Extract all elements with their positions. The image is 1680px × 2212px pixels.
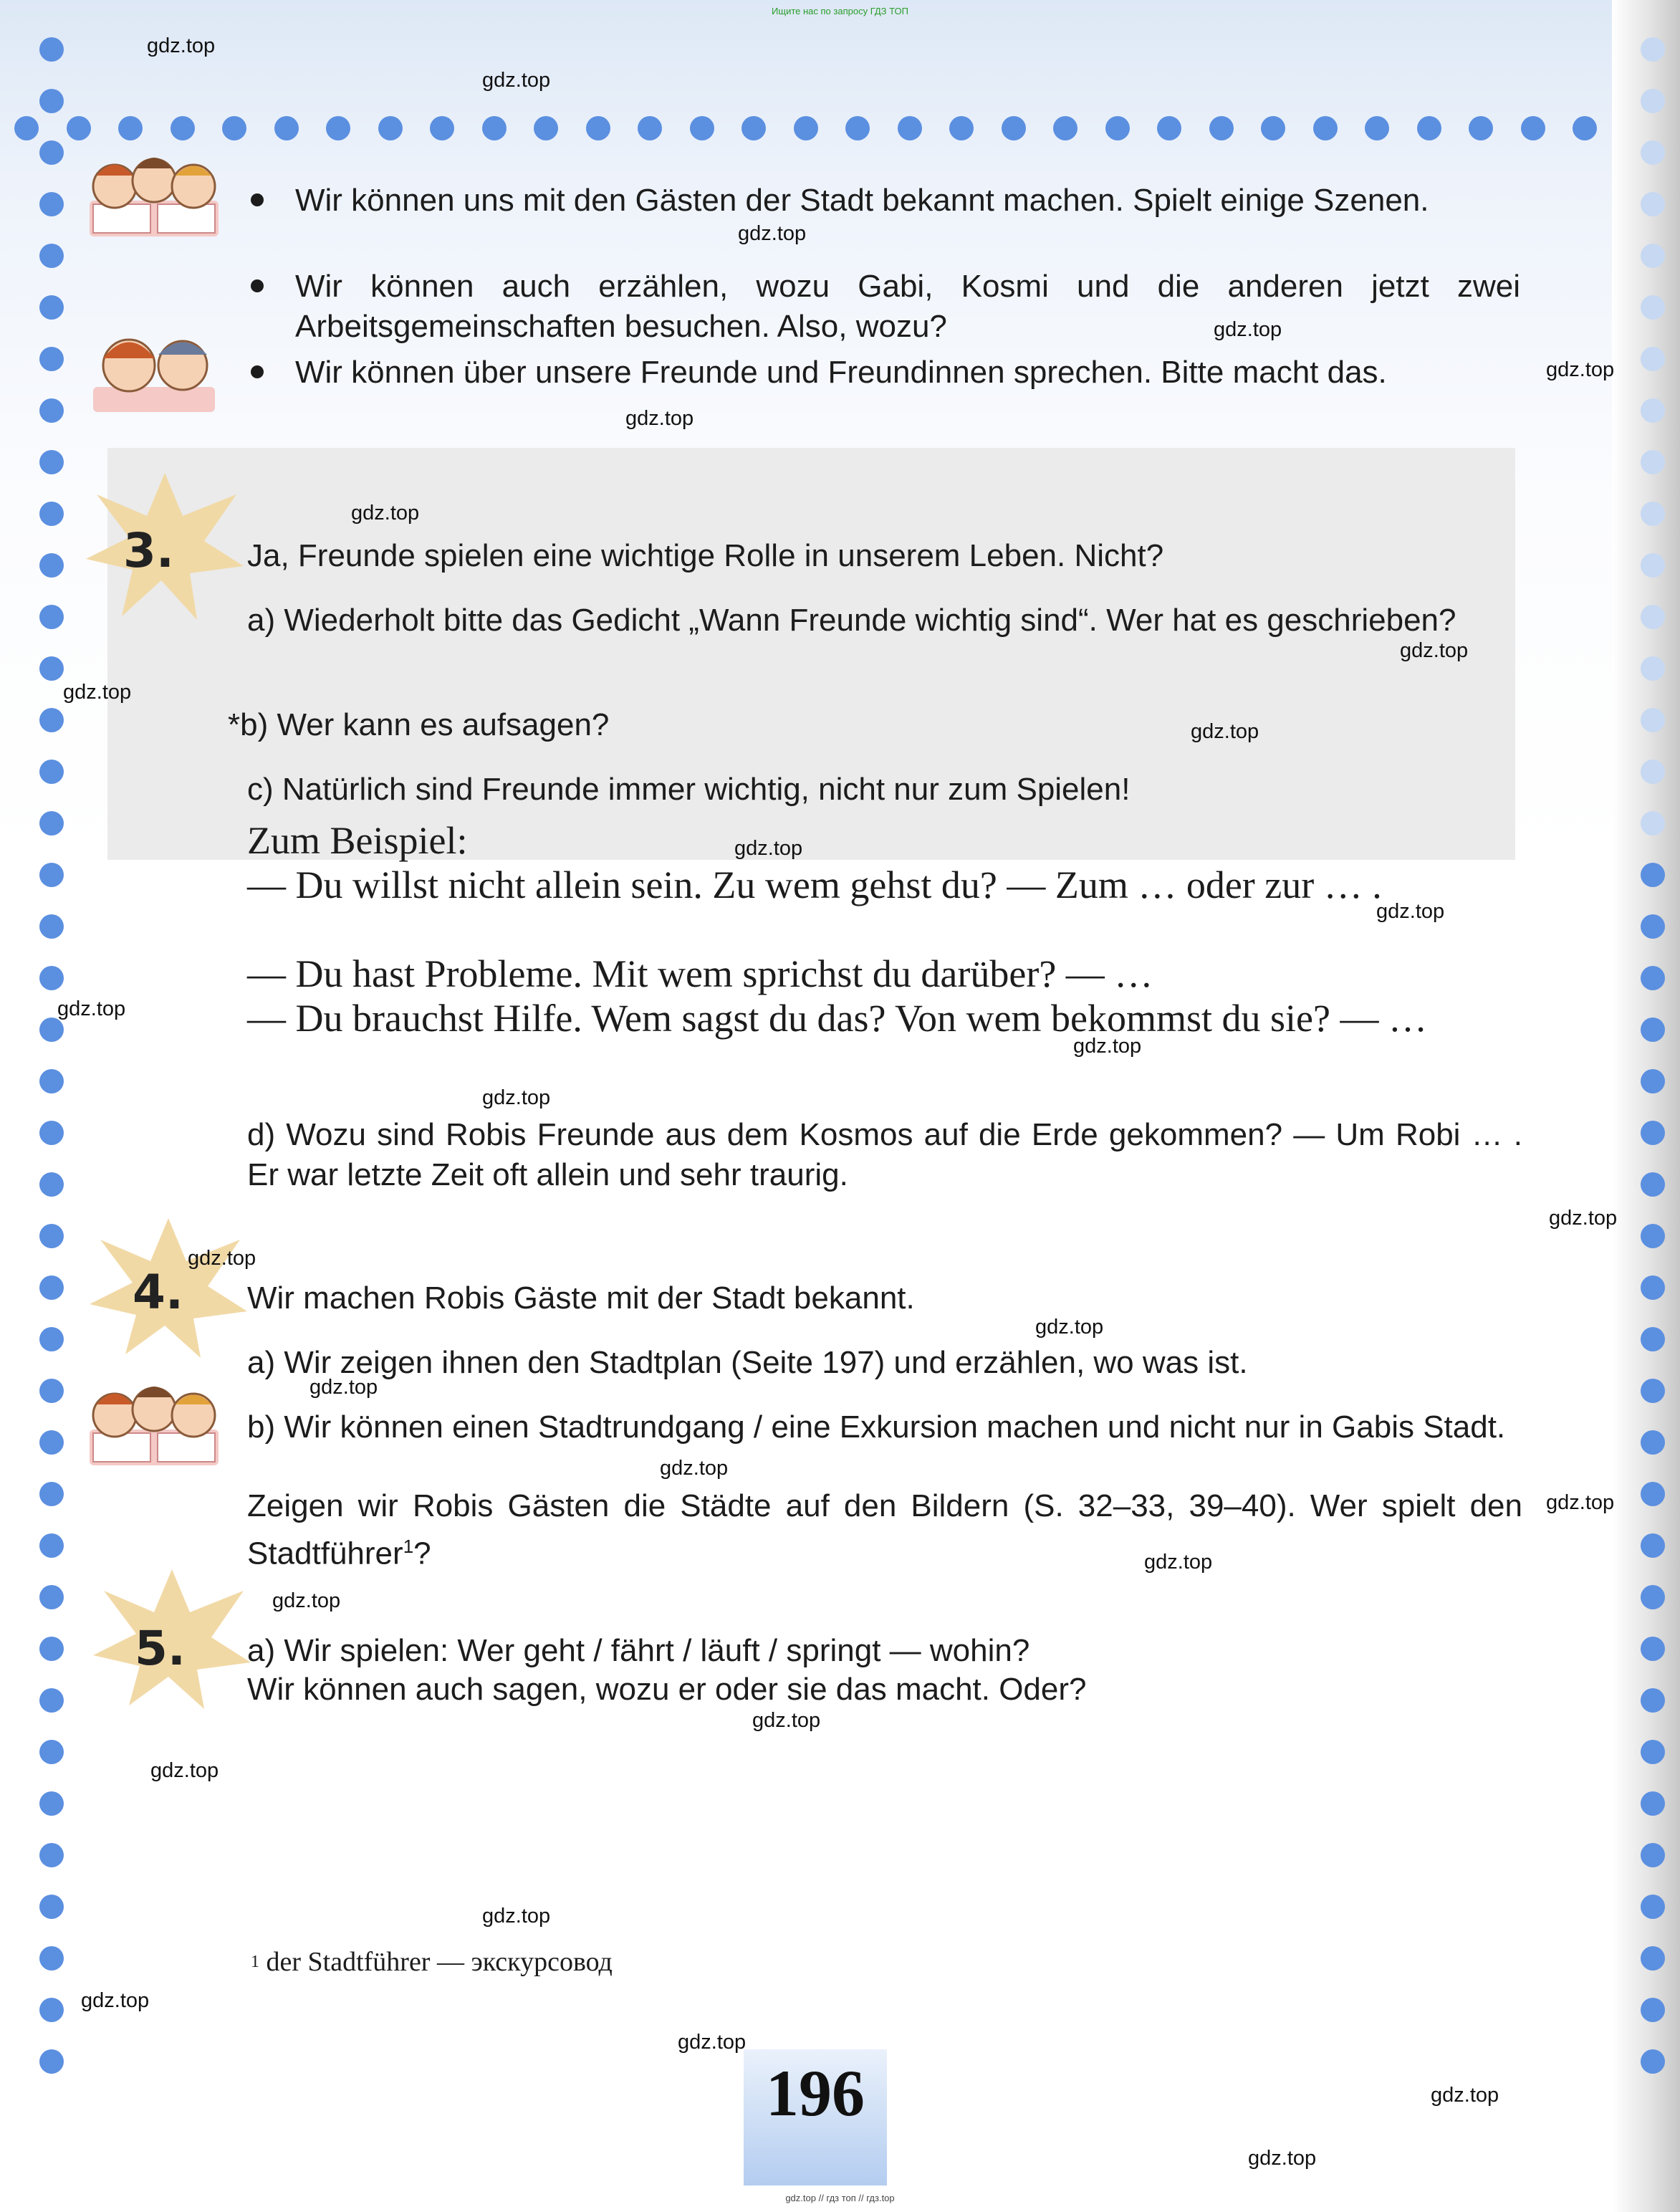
border-dot (39, 140, 64, 165)
border-dot (1209, 116, 1234, 140)
watermark: gdz.top (272, 1589, 341, 1612)
border-dot (1641, 244, 1665, 268)
task-4-b: b) Wir können einen Stadtrundgang / eine Exkursion machen und nicht nur in Gabis Stadt. (247, 1409, 1506, 1445)
watermark: gdz.top (738, 222, 807, 245)
border-dot (39, 1224, 64, 1248)
footer-note: gdz.top // гдз топ // гдз.top (785, 2193, 895, 2203)
border-dot (39, 1895, 64, 1919)
watermark: gdz.top (81, 1989, 150, 2012)
border-dot (67, 116, 91, 140)
task-5-number: 5. (135, 1621, 186, 1676)
border-dot (1641, 1172, 1665, 1197)
watermark: gdz.top (1546, 358, 1615, 381)
border-dot (14, 116, 39, 140)
border-dot (1641, 1585, 1665, 1609)
border-dot (1641, 863, 1665, 887)
watermark: gdz.top (1035, 1316, 1104, 1339)
border-dot (1641, 1121, 1665, 1145)
intro-bullet-3: Wir können über unsere Freunde und Freundinnen sprechen. Bitte macht das. (295, 355, 1387, 390)
watermark: gdz.top (1431, 2084, 1499, 2107)
watermark: gdz.top (57, 997, 126, 1020)
border-dot (39, 1327, 64, 1351)
border-dot (39, 1585, 64, 1609)
border-dot (1641, 656, 1665, 681)
border-dot (39, 1740, 64, 1764)
example-line-1: — Du willst nicht allein sein. Zu wem gehst du? — Zum … oder zur … . (247, 863, 1382, 906)
border-dot (39, 605, 64, 629)
border-dot (430, 116, 454, 140)
border-dot (690, 116, 714, 140)
task-4-intro: Wir machen Robis Gäste mit der Stadt bekannt. (247, 1280, 915, 1316)
header-note: Ищите нас по запросу ГДЗ ТОП (772, 6, 908, 16)
border-dot (39, 1275, 64, 1300)
task-4-b2-end: ? (413, 1536, 431, 1571)
border-dot (39, 966, 64, 990)
watermark: gdz.top (678, 2031, 747, 2054)
border-dot (274, 116, 299, 140)
border-dot (1641, 1843, 1665, 1867)
task-4-number: 4. (133, 1265, 183, 1320)
border-dot (39, 1843, 64, 1867)
border-dot (638, 116, 662, 140)
border-dot (1641, 502, 1665, 526)
page-number: 196 (766, 2057, 865, 2130)
border-dot (845, 116, 870, 140)
book-gutter (1612, 0, 1680, 2212)
task-3-c: c) Natürlich sind Freunde immer wichtig, nicht nur zum Spielen! (247, 772, 1131, 807)
bullet-3-dot (251, 365, 264, 378)
task-3-intro: Ja, Freunde spielen eine wichtige Rolle in unserem Leben. Nicht? (247, 538, 1164, 573)
border-dot (39, 553, 64, 578)
border-dot (1641, 192, 1665, 216)
border-dot (39, 1379, 64, 1403)
watermark: gdz.top (150, 1759, 219, 1782)
border-dot (1641, 347, 1665, 371)
watermark: gdz.top (1549, 1207, 1618, 1230)
border-dot (1641, 1275, 1665, 1300)
border-dot (1641, 1791, 1665, 1816)
watermark: gdz.top (482, 69, 551, 92)
border-dot (1105, 116, 1130, 140)
task-5-a: a) Wir spielen: Wer geht / fährt / läuft / springt — wohin? (247, 1633, 1030, 1668)
border-dot (39, 89, 64, 113)
border-dot (1417, 116, 1441, 140)
border-dot (482, 116, 507, 140)
task-3-a: a) Wiederholt bitte das Gedicht „Wann Freunde wichtig sind“. Wer hat es geschrieben? (247, 603, 1456, 638)
border-dot (1641, 1946, 1665, 1971)
watermark: gdz.top (1546, 1491, 1615, 1514)
border-dot (118, 116, 143, 140)
border-dot (39, 1172, 64, 1197)
border-dot (794, 116, 818, 140)
watermark: gdz.top (309, 1376, 378, 1399)
border-dot (171, 116, 195, 140)
watermark: gdz.top (1376, 900, 1445, 923)
watermark: gdz.top (188, 1247, 256, 1270)
border-dot (39, 450, 64, 474)
border-dot (586, 116, 610, 140)
border-dot (1641, 1637, 1665, 1661)
footnote-text: der Stadtführer — экскурсовод (266, 1947, 613, 1977)
border-dot (1469, 116, 1493, 140)
border-dot (1641, 605, 1665, 629)
border-dot (39, 1482, 64, 1506)
watermark: gdz.top (1191, 720, 1259, 743)
border-dot (39, 1946, 64, 1971)
children-talking-illustration (86, 326, 222, 419)
border-dot (1157, 116, 1181, 140)
children-reading-illustration (79, 150, 229, 244)
intro-bullet-2: Wir können auch erzählen, wozu Gabi, Kosmi und die anderen jetzt zwei Arbeitsgemeinschaften besuchen. Also, wozu? (295, 269, 1520, 344)
border-dot (534, 116, 558, 140)
children-reading-illustration-2 (79, 1379, 229, 1473)
task-4-b2 (247, 1486, 1522, 1574)
border-dot (1641, 1327, 1665, 1351)
border-dot (39, 347, 64, 371)
border-dot (1641, 1482, 1665, 1506)
watermark: gdz.top (1144, 1551, 1213, 1574)
example-line-3: — Du brauchst Hilfe. Wem sagst du das? Von wem bekommst du sie? — … (247, 997, 1427, 1040)
watermark: gdz.top (482, 1905, 551, 1928)
intro-bullet-1: Wir können uns mit den Gästen der Stadt bekannt machen. Spielt einige Szenen. (295, 183, 1429, 218)
border-dot (39, 502, 64, 526)
border-dot (39, 2049, 64, 2074)
border-dot (39, 192, 64, 216)
border-dot (39, 1121, 64, 1145)
border-dot (39, 1637, 64, 1661)
watermark: gdz.top (351, 502, 420, 525)
border-dot (39, 244, 64, 268)
border-dot (39, 1018, 64, 1042)
border-dot (1641, 1018, 1665, 1042)
task-3-number: 3. (123, 523, 174, 578)
border-dot (39, 1688, 64, 1713)
border-dot (1641, 2049, 1665, 2074)
watermark: gdz.top (1400, 639, 1469, 662)
border-dot (1641, 1379, 1665, 1403)
watermark: gdz.top (752, 1709, 821, 1732)
border-dot (1313, 116, 1338, 140)
watermark: gdz.top (625, 407, 694, 430)
watermark: gdz.top (1073, 1035, 1142, 1058)
watermark: gdz.top (63, 681, 132, 704)
example-title: Zum Beispiel: (247, 819, 468, 862)
watermark: gdz.top (482, 1086, 551, 1109)
task-4-a: a) Wir zeigen ihnen den Stadtplan (Seite 197) und erzählen, wo was ist. (247, 1345, 1248, 1380)
border-dot (378, 116, 403, 140)
border-dot (1641, 1069, 1665, 1093)
border-dot (39, 914, 64, 939)
border-dot (1641, 914, 1665, 939)
border-dot (1641, 966, 1665, 990)
border-dot (1641, 1688, 1665, 1713)
border-dot (1641, 450, 1665, 474)
border-dot (1641, 1430, 1665, 1455)
watermark: gdz.top (660, 1457, 729, 1480)
border-dot (1641, 140, 1665, 165)
border-dot (1641, 37, 1665, 62)
bullet-2-dot (251, 279, 264, 292)
border-dot (39, 708, 64, 732)
border-dot (1641, 708, 1665, 732)
border-dot (1641, 89, 1665, 113)
border-dot (1002, 116, 1026, 140)
border-dot (1573, 116, 1597, 140)
border-dot (39, 1430, 64, 1455)
task-3-b: *b) Wer kann es aufsagen? (228, 707, 610, 742)
border-dot (39, 398, 64, 423)
task-4-b2-main: Zeigen wir Robis Gästen die Städte auf den Bildern (S. 32–33, 39–40). Wer spielt den Stadtführer (247, 1488, 1522, 1571)
border-dot (1641, 1895, 1665, 1919)
border-dot (39, 295, 64, 320)
task-5-a2: Wir können auch sagen, wozu er oder sie das macht. Oder? (247, 1672, 1087, 1707)
border-dot (741, 116, 766, 140)
border-dot (39, 1069, 64, 1093)
watermark: gdz.top (1214, 318, 1282, 341)
watermark: gdz.top (1248, 2147, 1317, 2170)
border-dot (1641, 760, 1665, 784)
border-dot (1521, 116, 1545, 140)
footnote (251, 1946, 613, 1978)
border-dot (1261, 116, 1285, 140)
border-dot (898, 116, 922, 140)
border-dot (1641, 1740, 1665, 1764)
footnote-mark: 1 (251, 1953, 259, 1971)
border-dot (39, 37, 64, 62)
border-dot (949, 116, 974, 140)
border-dot (1641, 1533, 1665, 1558)
border-dot (1641, 295, 1665, 320)
footnote-ref: 1 (403, 1536, 414, 1557)
border-dot (39, 656, 64, 681)
bullet-1-dot (251, 193, 264, 206)
border-dot (1641, 1224, 1665, 1248)
border-dot (1641, 1998, 1665, 2022)
border-dot (1641, 398, 1665, 423)
task-3-d: d) Wozu sind Robis Freunde aus dem Kosmos auf die Erde gekommen? — Um Robi … . Er war letzte Zeit oft allein und sehr traurig. (247, 1117, 1522, 1192)
border-dot (39, 1791, 64, 1816)
border-dot (1641, 811, 1665, 836)
watermark: gdz.top (734, 837, 803, 860)
border-dot (1365, 116, 1389, 140)
border-dot (326, 116, 350, 140)
example-line-2: — Du hast Probleme. Mit wem sprichst du darüber? — … (247, 952, 1153, 995)
border-dot (39, 863, 64, 887)
border-dot (39, 1998, 64, 2022)
border-dot (39, 811, 64, 836)
watermark: gdz.top (147, 34, 216, 57)
border-dot (1641, 553, 1665, 578)
border-dot (39, 1533, 64, 1558)
border-dot (39, 760, 64, 784)
border-dot (222, 116, 246, 140)
border-dot (1053, 116, 1077, 140)
